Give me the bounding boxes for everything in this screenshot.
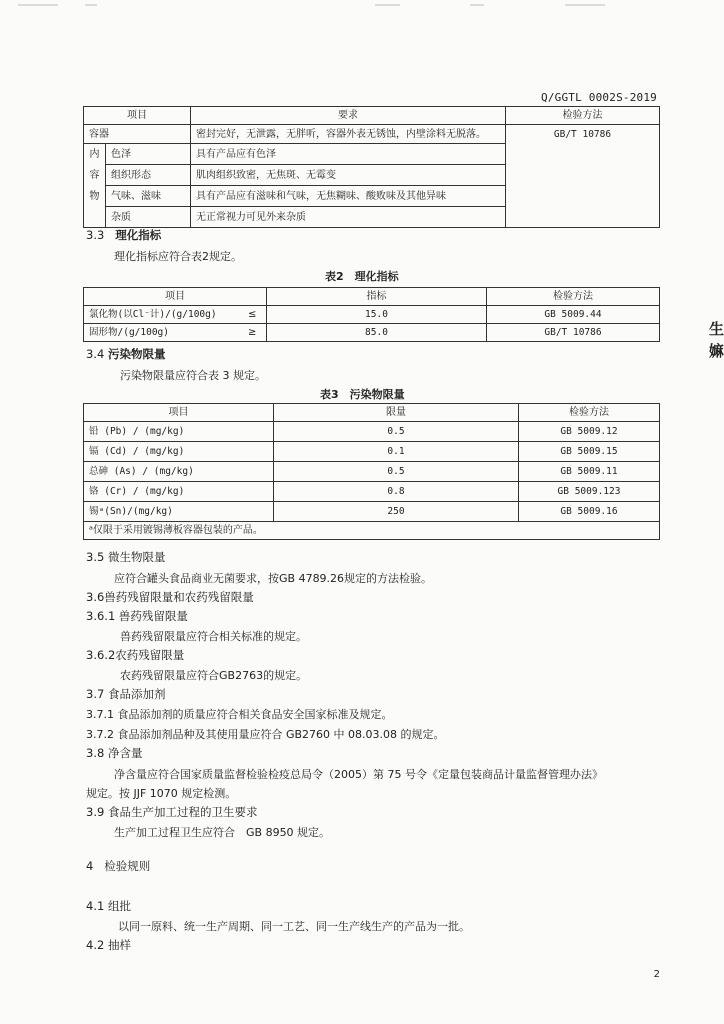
section-3-4: 3.4 污染物限量 — [86, 347, 166, 361]
adjacent-page-edge: 生 嫲 — [708, 320, 724, 360]
table-header: 项目 限量 检验方法 — [84, 404, 660, 422]
section-3-7: 3.7 食品添加剂 — [86, 687, 166, 701]
section-4-1: 4.1 组批 — [86, 899, 131, 913]
scan-noise — [0, 4, 724, 10]
section-4-2: 4.2 抽样 — [86, 938, 131, 952]
table-row: 镉 (Cd) / (mg/kg) 0.1 GB 5009.15 — [84, 442, 660, 462]
table-row: 容 组织形态 肌肉组织致密，无焦斑、无霉变 — [84, 165, 660, 186]
table-row: 容器 密封完好，无泄露，无胖听，容器外表无锈蚀，内壁涂料无脱落。 GB/T 10786 — [84, 125, 660, 144]
table-row: 总砷 (As) / (mg/kg) 0.5 GB 5009.11 — [84, 462, 660, 482]
section-3-5: 3.5 微生物限量 — [86, 550, 166, 564]
table-header: 项目 指标 检验方法 — [84, 288, 660, 306]
page-number: 2 — [653, 969, 660, 980]
section-3-7-1: 3.7.1 食品添加剂的质量应符合相关食品安全国家标准及规定。 — [86, 708, 393, 721]
table-row: 杂质 无正常视力可见外来杂质 — [84, 207, 660, 228]
table-row: 内 色泽 具有产品应有色泽 — [84, 144, 660, 165]
section-3-7-2: 3.7.2 食品添加剂品种及其使用量应符合 GB2760 中 08.03.08 的规定。 — [86, 728, 445, 741]
table-row: 氯化物(以Cl⁻计)/(g/100g) ≤ 15.0 GB 5009.44 — [84, 306, 660, 324]
table-row: 铬 (Cr) / (mg/kg) 0.8 GB 5009.123 — [84, 482, 660, 502]
table-row: 铅 (Pb) / (mg/kg) 0.5 GB 5009.12 — [84, 422, 660, 442]
section-3-3: 3.3 理化指标 — [86, 228, 162, 242]
physicochemical-table — [83, 287, 660, 342]
contaminant-table — [83, 403, 660, 540]
standard-number: Q/GGTL 0002S-2019 — [541, 91, 657, 104]
section-4: 4 检验规则 — [86, 859, 151, 873]
table3-caption: 表3 污染物限量 — [320, 388, 405, 401]
section-3-6-1: 3.6.1 兽药残留限量 — [86, 609, 188, 623]
table-row: 锡ᵃ(Sn)/(mg/kg) 250 GB 5009.16 — [84, 502, 660, 522]
table-header: 项目 要求 检验方法 — [84, 107, 660, 125]
table2-caption: 表2 理化指标 — [325, 270, 399, 283]
table-row: 固形物/(g/100g) ≥ 85.0 GB/T 10786 — [84, 324, 660, 342]
section-3-6: 3.6兽药残留限量和农药残留限量 — [86, 590, 254, 604]
section-3-6-2: 3.6.2农药残留限量 — [86, 648, 185, 662]
sensory-table — [83, 106, 660, 228]
table-note: ᵃ仅限于采用镀锡薄板容器包装的产品。 — [84, 522, 660, 540]
section-3-8: 3.8 净含量 — [86, 746, 143, 760]
section-3-9: 3.9 食品生产加工过程的卫生要求 — [86, 805, 258, 819]
table-row: 物 气味、滋味 具有产品应有滋味和气味，无焦糊味、酸败味及其他异味 — [84, 186, 660, 207]
